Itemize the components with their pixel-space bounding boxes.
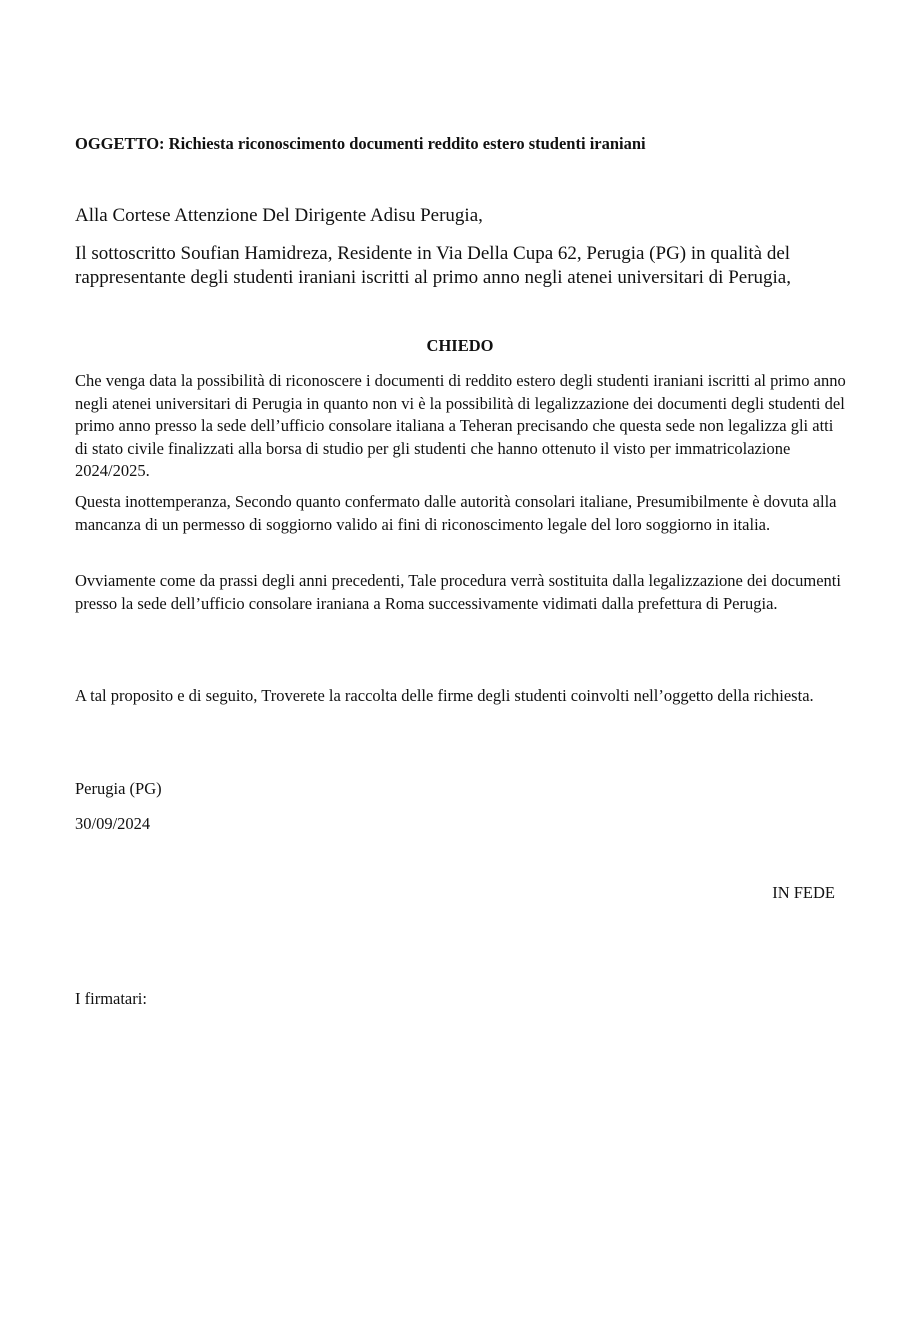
signatures-note-paragraph: A tal proposito e di seguito, Troverete la raccolta delle firme degli studenti coinvolti nell’oggetto della richiesta. bbox=[75, 686, 814, 705]
request-heading: CHIEDO bbox=[426, 336, 494, 355]
date: 30/09/2024 bbox=[75, 814, 151, 833]
request-paragraph: Che venga data la possibilità di riconoscere i documenti di reddito estero degli studenti iraniani iscritti al primo anno negli atenei universitari di Perugia in quanto non vi è la possibilità di legalizzazione dei documenti degli studenti del primo anno presso la sede dell’ufficio consolare italiana a Teheran precisando che questa sede non legalizza gli atti di stato civile finalizzati alla borsa di studio per gli studenti che hanno ottenuto il visto per immatricolazione 2024/2025. bbox=[75, 371, 846, 480]
place: Perugia (PG) bbox=[75, 779, 162, 798]
signatories-label: I firmatari: bbox=[75, 989, 147, 1008]
closing: IN FEDE bbox=[772, 883, 835, 902]
salutation: Alla Cortese Attenzione Del Dirigente Adisu Perugia, bbox=[75, 205, 483, 226]
reason-paragraph: Questa inottemperanza, Secondo quanto confermato dalle autorità consolari italiane, Presumibilmente è dovuta alla mancanza di un permesso di soggiorno valido ai fini di riconoscimento legale del loro soggiorno in italia. bbox=[75, 492, 837, 534]
letter-subject: OGGETTO: Richiesta riconoscimento documenti reddito estero studenti iraniani bbox=[75, 134, 646, 153]
procedure-paragraph: Ovviamente come da prassi degli anni precedenti, Tale procedura verrà sostituita dalla legalizzazione dei documenti presso la sede dell’ufficio consolare iraniana a Roma successivamente vidimati dalla prefettura di Perugia. bbox=[75, 571, 841, 613]
intro-paragraph: Il sottoscritto Soufian Hamidreza, Residente in Via Della Cupa 62, Perugia (PG) in qualità del rappresentante degli studenti iraniani iscritti al primo anno negli atenei universitari di Perugia, bbox=[75, 243, 791, 288]
